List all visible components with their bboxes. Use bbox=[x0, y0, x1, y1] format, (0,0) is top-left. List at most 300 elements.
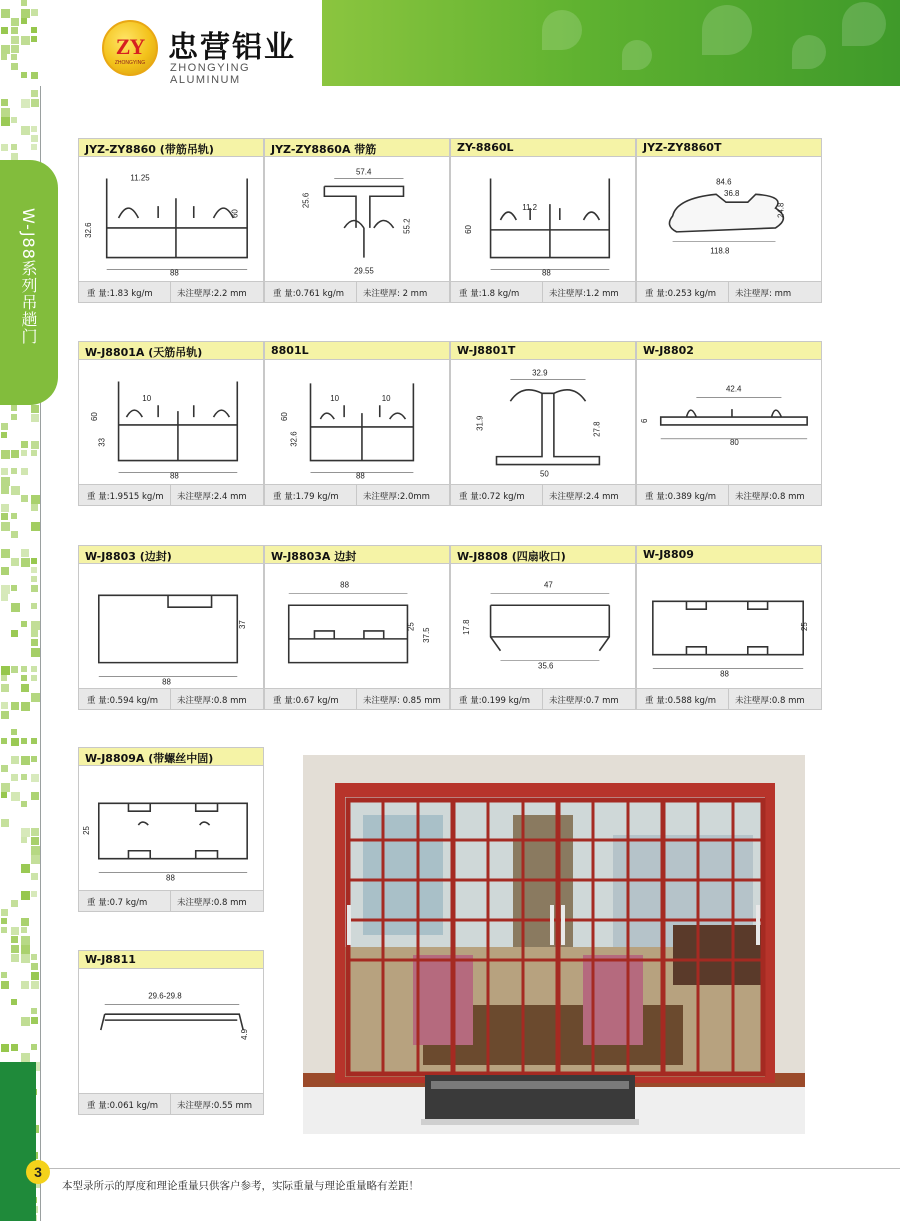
decor-square bbox=[21, 441, 28, 448]
decor-square bbox=[1, 117, 10, 126]
product-specs bbox=[265, 281, 449, 302]
product-thickness: 未注壁厚:2.2 mm bbox=[177, 289, 247, 299]
decor-square bbox=[1, 792, 7, 798]
product-card bbox=[450, 341, 636, 506]
decor-square bbox=[11, 630, 18, 637]
profile-drawing bbox=[265, 158, 449, 282]
product-title: W-J8811 bbox=[79, 951, 263, 969]
product-title: ZY-8860L bbox=[451, 139, 635, 157]
decor-square bbox=[31, 792, 39, 800]
dimension-label: 57.4 bbox=[356, 167, 372, 177]
leaf-decoration bbox=[702, 5, 752, 55]
dimension-label: 37.5 bbox=[422, 627, 432, 643]
decor-square bbox=[21, 9, 30, 18]
product-weight: 重 量:0.67 kg/m bbox=[273, 696, 339, 706]
product-weight: 重 量:1.83 kg/m bbox=[87, 289, 153, 299]
profile-cross-section bbox=[79, 767, 263, 891]
dimension-label: 88 bbox=[170, 268, 179, 278]
decor-square bbox=[31, 774, 39, 782]
product-specs bbox=[265, 688, 449, 709]
spec-divider bbox=[728, 689, 729, 709]
dimension-label: 88 bbox=[356, 471, 365, 481]
profile-drawing bbox=[451, 158, 635, 282]
decor-square bbox=[21, 1053, 30, 1062]
decor-square bbox=[21, 738, 27, 744]
dimension-label: 60 bbox=[230, 209, 240, 219]
product-card bbox=[264, 545, 450, 710]
decor-square bbox=[1, 144, 8, 151]
decor-square bbox=[1, 981, 9, 989]
profile-drawing bbox=[451, 565, 635, 689]
profile-cross-section bbox=[451, 565, 635, 689]
decor-square bbox=[31, 954, 37, 960]
product-thickness: 未注壁厚:0.8 mm bbox=[735, 696, 805, 706]
decor-square bbox=[21, 774, 27, 780]
decor-square bbox=[31, 558, 37, 564]
decor-square bbox=[11, 936, 18, 943]
dimension-label: 84.6 bbox=[716, 177, 732, 187]
decor-square bbox=[21, 99, 30, 108]
product-title: W-J8803 (边封) bbox=[79, 546, 263, 564]
decor-square bbox=[31, 639, 38, 646]
decor-square bbox=[31, 72, 38, 79]
decor-square bbox=[21, 1017, 30, 1026]
decor-square bbox=[1, 783, 10, 792]
decor-square bbox=[1, 765, 8, 772]
dimension-label: 35.6 bbox=[538, 661, 554, 671]
decor-square bbox=[1, 432, 7, 438]
decor-square bbox=[11, 954, 19, 962]
product-title: W-J8803A 边封 bbox=[265, 546, 449, 564]
header-banner bbox=[322, 0, 900, 86]
product-weight: 重 量:0.761 kg/m bbox=[273, 289, 345, 299]
dimension-label: 80 bbox=[729, 437, 739, 447]
dimension-label: 25.6 bbox=[301, 192, 311, 209]
dimension-label: 88 bbox=[720, 669, 729, 679]
product-thickness: 未注壁厚:0.8 mm bbox=[177, 898, 247, 908]
decor-square bbox=[31, 495, 40, 504]
dimension-label: 25 bbox=[81, 826, 91, 835]
product-title: W-J8802 bbox=[637, 342, 821, 360]
profile-cross-section bbox=[265, 158, 449, 282]
decor-square bbox=[21, 864, 30, 873]
decor-square bbox=[21, 126, 30, 135]
decor-square bbox=[1, 972, 7, 978]
decor-square bbox=[21, 72, 27, 78]
decor-square bbox=[31, 576, 37, 582]
dimension-label: 32.6 bbox=[83, 222, 93, 238]
decor-square bbox=[11, 153, 18, 160]
profile-drawing bbox=[265, 565, 449, 689]
dimension-label: 11.25 bbox=[130, 173, 150, 183]
decor-square bbox=[31, 522, 40, 531]
profile-drawing bbox=[79, 767, 263, 891]
product-thickness: 未注壁厚:0.7 mm bbox=[549, 696, 619, 706]
decor-square bbox=[11, 450, 19, 458]
product-card bbox=[78, 341, 264, 506]
footer-note: 本型录所示的厚度和理论重量只供客户参考，实际重量与理论重量略有差距！ bbox=[62, 1180, 419, 1192]
spec-divider bbox=[356, 485, 357, 505]
product-thickness: 未注壁厚:1.2 mm bbox=[549, 289, 619, 299]
product-title: W-J8809 bbox=[637, 546, 821, 564]
leaf-decoration bbox=[842, 2, 886, 46]
logo-mark-subtext: ZHONGYING bbox=[114, 60, 146, 66]
decor-square bbox=[31, 756, 37, 762]
dimension-label: 60 bbox=[89, 412, 99, 422]
product-thickness: 未注壁厚:0.8 mm bbox=[735, 492, 805, 502]
decor-square bbox=[11, 603, 20, 612]
dimension-label: 6 bbox=[639, 418, 649, 423]
decor-square bbox=[11, 729, 17, 735]
decor-square bbox=[11, 414, 17, 420]
decor-square bbox=[11, 666, 18, 673]
decor-square bbox=[11, 531, 18, 538]
decor-square bbox=[11, 558, 19, 566]
decor-square bbox=[21, 36, 30, 45]
decor-square bbox=[1, 909, 8, 916]
decor-square bbox=[1, 1044, 9, 1052]
decor-square bbox=[11, 18, 19, 26]
decor-square bbox=[1, 486, 9, 494]
product-weight: 重 量:0.588 kg/m bbox=[645, 696, 717, 706]
decor-square bbox=[11, 144, 17, 150]
product-title: W-J8809A (带螺丝中固) bbox=[79, 748, 263, 766]
decor-square bbox=[31, 1008, 37, 1014]
dimension-label: 88 bbox=[542, 268, 551, 278]
decor-square bbox=[1, 927, 7, 933]
decor-square bbox=[21, 801, 27, 807]
product-weight: 重 量:0.389 kg/m bbox=[645, 492, 717, 502]
dimension-label: 42.4 bbox=[726, 384, 742, 394]
product-card bbox=[450, 545, 636, 710]
product-weight: 重 量:0.061 kg/m bbox=[87, 1101, 159, 1111]
decor-square bbox=[21, 828, 30, 837]
decor-square bbox=[31, 621, 40, 630]
dimension-label: 32.9 bbox=[532, 368, 548, 378]
decor-square bbox=[11, 27, 18, 34]
spec-divider bbox=[170, 282, 171, 302]
sliding-door-illustration bbox=[303, 755, 805, 1134]
dimension-label: 36.8 bbox=[724, 189, 740, 199]
page-header bbox=[0, 0, 900, 86]
dimension-label: 25 bbox=[800, 622, 810, 631]
product-weight: 重 量:1.79 kg/m bbox=[273, 492, 339, 502]
profile-drawing bbox=[451, 361, 635, 485]
decor-square bbox=[1, 738, 7, 744]
decor-square bbox=[31, 90, 38, 97]
decor-square bbox=[31, 135, 38, 142]
product-thickness: 未注壁厚:2.4 mm bbox=[549, 492, 619, 502]
decor-square bbox=[11, 945, 19, 953]
product-title: JYZ-ZY8860A 带筋 bbox=[265, 139, 449, 157]
dimension-label: 50 bbox=[540, 469, 549, 479]
decor-square bbox=[1, 108, 10, 117]
product-title: JYZ-ZY8860T bbox=[637, 139, 821, 157]
side-tab-label: W-J88系列吊趟门 bbox=[19, 208, 38, 345]
decor-square bbox=[21, 756, 30, 765]
decor-square bbox=[1, 477, 10, 486]
decor-square bbox=[21, 549, 29, 557]
profile-drawing bbox=[637, 158, 821, 282]
decor-square bbox=[21, 702, 30, 711]
dimension-label: 88 bbox=[340, 580, 349, 590]
dimension-label: 47 bbox=[543, 580, 553, 590]
product-title: 8801L bbox=[265, 342, 449, 360]
decor-square bbox=[21, 621, 27, 627]
decor-square bbox=[11, 900, 18, 907]
decor-square bbox=[31, 144, 37, 150]
profile-drawing bbox=[79, 158, 263, 282]
decor-square bbox=[21, 927, 27, 933]
decor-square bbox=[1, 594, 8, 601]
decor-square bbox=[31, 666, 37, 672]
decor-square bbox=[1, 675, 7, 681]
product-specs bbox=[637, 688, 821, 709]
decor-square bbox=[31, 414, 39, 422]
decor-square bbox=[31, 36, 37, 42]
decor-square bbox=[21, 918, 29, 926]
decor-square bbox=[11, 738, 19, 746]
product-thickness: 未注壁厚:0.8 mm bbox=[177, 696, 247, 706]
decor-square bbox=[21, 837, 27, 843]
dimension-label: 27.8 bbox=[592, 421, 602, 437]
product-card bbox=[78, 747, 264, 912]
decor-square bbox=[11, 702, 19, 710]
side-bottom-bar bbox=[0, 1062, 36, 1221]
decor-square bbox=[31, 441, 39, 449]
product-card bbox=[636, 138, 822, 303]
product-weight: 重 量:0.199 kg/m bbox=[459, 696, 531, 706]
decor-square bbox=[31, 504, 38, 511]
product-thickness: 未注壁厚: mm bbox=[735, 289, 792, 299]
spec-divider bbox=[170, 689, 171, 709]
dimension-label: 37 bbox=[238, 620, 248, 629]
decor-square bbox=[11, 756, 19, 764]
decor-square bbox=[21, 558, 30, 567]
decor-square bbox=[11, 63, 18, 70]
decor-square bbox=[31, 981, 39, 989]
decor-square bbox=[11, 405, 17, 411]
room-photo bbox=[303, 755, 805, 1134]
dimension-label: 10 bbox=[142, 394, 152, 404]
spec-divider bbox=[542, 485, 543, 505]
decor-square bbox=[21, 981, 29, 989]
decor-square bbox=[21, 936, 30, 945]
product-specs bbox=[79, 281, 263, 302]
profile-drawing bbox=[79, 970, 263, 1094]
product-thickness: 未注壁厚:0.55 mm bbox=[177, 1101, 253, 1111]
product-title: JYZ-ZY8860 (带筋吊轨) bbox=[79, 139, 263, 157]
decor-square bbox=[1, 702, 8, 709]
product-thickness: 未注壁厚: 2 mm bbox=[363, 289, 428, 299]
decor-square bbox=[11, 486, 20, 495]
page-number: 3 bbox=[26, 1160, 50, 1184]
decor-square bbox=[11, 585, 17, 591]
decor-square bbox=[31, 1044, 37, 1050]
spec-divider bbox=[356, 282, 357, 302]
logo-mark-text: ZY bbox=[115, 34, 145, 59]
decor-square bbox=[31, 873, 38, 880]
product-title: W-J8801T bbox=[451, 342, 635, 360]
decor-square bbox=[21, 684, 29, 692]
decor-square bbox=[11, 927, 19, 935]
decor-square bbox=[31, 855, 40, 864]
leaf-decoration bbox=[622, 40, 652, 70]
decor-square bbox=[21, 495, 28, 502]
product-weight: 重 量:0.72 kg/m bbox=[459, 492, 525, 502]
decor-square bbox=[21, 450, 27, 456]
profile-drawing bbox=[79, 565, 263, 689]
decor-square bbox=[11, 774, 18, 781]
spec-divider bbox=[170, 485, 171, 505]
decor-square bbox=[1, 666, 10, 675]
decor-square bbox=[21, 0, 27, 6]
product-weight: 重 量:1.9515 kg/m bbox=[87, 492, 164, 502]
decor-square bbox=[11, 54, 17, 60]
decor-square bbox=[21, 666, 27, 672]
profile-cross-section bbox=[265, 565, 449, 689]
profile-cross-section bbox=[637, 158, 821, 282]
decor-square bbox=[1, 9, 10, 18]
decor-square bbox=[31, 846, 40, 855]
dimension-label: 17.8 bbox=[461, 619, 471, 635]
dimension-label: 10 bbox=[330, 394, 340, 404]
decor-square bbox=[1, 684, 9, 692]
decor-square bbox=[31, 603, 37, 609]
logo-mark bbox=[102, 20, 158, 76]
decor-square bbox=[31, 450, 37, 456]
dimension-label: 10 bbox=[381, 394, 391, 404]
spec-divider bbox=[542, 282, 543, 302]
product-specs bbox=[79, 484, 263, 505]
decor-square bbox=[11, 1044, 18, 1051]
leaf-decoration bbox=[542, 10, 582, 50]
product-card bbox=[78, 138, 264, 303]
decor-square bbox=[31, 585, 38, 592]
spec-divider bbox=[542, 689, 543, 709]
decor-square bbox=[31, 648, 40, 657]
decor-square bbox=[31, 1017, 38, 1024]
dimension-label: 88 bbox=[166, 873, 175, 883]
product-title: W-J8808 (四扇收口) bbox=[451, 546, 635, 564]
profile-cross-section bbox=[79, 158, 263, 282]
decor-square bbox=[1, 54, 7, 60]
product-card bbox=[636, 341, 822, 506]
decor-square bbox=[21, 675, 27, 681]
dimension-label: 31.9 bbox=[475, 415, 485, 431]
decor-square bbox=[1, 819, 9, 827]
spec-divider bbox=[170, 1094, 171, 1114]
decor-square bbox=[31, 675, 37, 681]
product-card bbox=[78, 545, 264, 710]
decor-square bbox=[31, 837, 39, 845]
product-card bbox=[264, 138, 450, 303]
dimension-label: 11.2 bbox=[522, 203, 538, 213]
decor-square bbox=[1, 567, 9, 575]
decor-square bbox=[31, 126, 37, 132]
decor-square bbox=[21, 954, 30, 963]
spec-divider bbox=[728, 282, 729, 302]
profile-cross-section bbox=[451, 158, 635, 282]
product-title: W-J8801A (天筋吊轨) bbox=[79, 342, 263, 360]
profile-drawing bbox=[637, 361, 821, 485]
product-card bbox=[78, 950, 264, 1115]
profile-cross-section bbox=[79, 970, 263, 1094]
product-card bbox=[264, 341, 450, 506]
product-specs bbox=[451, 484, 635, 505]
decor-square bbox=[31, 891, 37, 897]
brand-name-en: ZHONGYING ALUMINUM bbox=[170, 62, 251, 86]
decor-square bbox=[1, 45, 10, 54]
decor-square bbox=[1, 99, 8, 106]
dimension-label: 24.8 bbox=[776, 202, 786, 219]
logo bbox=[90, 0, 320, 86]
profile-cross-section bbox=[79, 565, 263, 689]
decor-square bbox=[31, 99, 39, 107]
decor-square bbox=[11, 45, 19, 53]
product-specs bbox=[79, 688, 263, 709]
product-specs bbox=[637, 281, 821, 302]
decor-square bbox=[31, 630, 38, 637]
profile-drawing bbox=[637, 565, 821, 689]
decor-square bbox=[21, 18, 27, 24]
dimension-label: 29.6-29.8 bbox=[148, 991, 182, 1001]
footer-divider bbox=[40, 1168, 900, 1169]
dimension-label: 4.9 bbox=[240, 1028, 250, 1040]
product-specs bbox=[79, 890, 263, 911]
product-thickness: 未注壁厚:2.0mm bbox=[363, 492, 430, 502]
decor-square bbox=[31, 9, 38, 16]
spec-divider bbox=[728, 485, 729, 505]
decor-square bbox=[31, 405, 39, 413]
dimension-label: 118.8 bbox=[710, 246, 730, 256]
decor-square bbox=[1, 522, 10, 531]
profile-cross-section bbox=[451, 361, 635, 485]
product-weight: 重 量:0.7 kg/m bbox=[87, 898, 148, 908]
dimension-label: 33 bbox=[97, 437, 107, 447]
product-thickness: 未注壁厚: 0.85 mm bbox=[363, 696, 441, 706]
product-card bbox=[450, 138, 636, 303]
decor-square bbox=[31, 27, 37, 33]
decor-square bbox=[31, 693, 40, 702]
profile-drawing bbox=[79, 361, 263, 485]
decor-square bbox=[31, 972, 39, 980]
decor-square bbox=[31, 963, 38, 970]
dimension-label: 25 bbox=[406, 622, 416, 631]
product-specs bbox=[451, 688, 635, 709]
decor-square bbox=[11, 36, 19, 44]
decor-square bbox=[1, 711, 9, 719]
decor-square bbox=[21, 891, 30, 900]
product-weight: 重 量:0.594 kg/m bbox=[87, 696, 159, 706]
decor-square bbox=[1, 450, 10, 459]
spec-divider bbox=[170, 891, 171, 911]
dimension-label: 88 bbox=[170, 471, 179, 481]
product-specs bbox=[637, 484, 821, 505]
decor-square bbox=[11, 468, 17, 474]
dimension-label: 55.2 bbox=[402, 218, 412, 234]
decor-square bbox=[21, 945, 30, 954]
decor-square bbox=[1, 504, 9, 512]
decor-square bbox=[31, 567, 37, 573]
decor-square bbox=[1, 585, 10, 594]
profile-drawing bbox=[265, 361, 449, 485]
decor-square bbox=[31, 828, 39, 836]
decor-square bbox=[11, 999, 17, 1005]
decor-square bbox=[1, 423, 8, 430]
decor-square bbox=[1, 27, 8, 34]
spec-divider bbox=[356, 689, 357, 709]
